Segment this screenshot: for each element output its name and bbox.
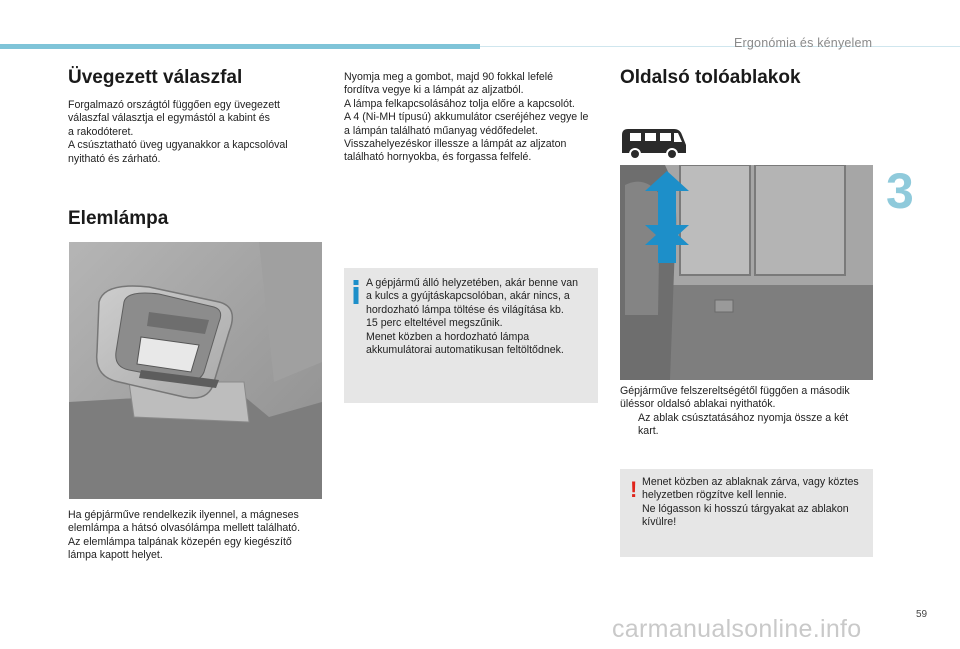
glass-partition-title: Üvegezett válaszfal <box>68 67 243 88</box>
flashlight-illustration <box>69 242 322 499</box>
warning-note-text: Menet közben az ablaknak zárva, vagy köztes helyzetben rögzítve kell lennie. Ne lógasson ki hosszú tárgyakat az ablakon kívülre! <box>642 476 859 529</box>
chapter-number: 3 <box>886 163 914 219</box>
sliding-window-photo <box>620 165 873 380</box>
info-note <box>344 268 598 403</box>
sliding-windows-caption: Gépjárműve felszereltségétől függően a második üléssor oldalsó ablakai nyithatók. <box>620 385 850 411</box>
flashlight-title: Elemlámpa <box>68 208 169 229</box>
warning-icon: ! <box>630 477 638 502</box>
sliding-windows-title: Oldalsó tolóablakok <box>620 67 801 88</box>
page-number: 59 <box>916 609 928 620</box>
header-accent-bar <box>0 44 480 49</box>
watermark: carmanualsonline.info <box>612 615 862 643</box>
flashlight-caption: Ha gépjárműve rendelkezik ilyennel, a mágneses elemlámpa a hátsó olvasólámpa mellett található. Az elemlámpa talpának közepén egy kiegészítő lámpa kapott helyet. <box>68 509 301 562</box>
sliding-windows-bullet: Az ablak csúsztatásához nyomja össze a két kart. <box>638 412 849 438</box>
glass-partition-text: Forgalmazó országtól függően egy üvegezett válaszfal választja el egymástól a kabint és a rakodóteret. A csúsztatható üveg ugyanakkor a kapcsolóval nyitható és zárható. <box>68 99 288 165</box>
sliding-window-illustration <box>620 165 873 380</box>
flashlight-photo <box>69 242 322 499</box>
info-icon <box>353 280 359 304</box>
van-icon <box>618 125 688 161</box>
info-note-text: A gépjármű álló helyzetében, akár benne van a kulcs a gyújtáskapcsolóban, akár nincs, a hordozható lámpa töltése és világítása kb. 15 perc elteltével megszűnik. Menet közben a hordozható lámpa akkumulátorai automatikusan feltöltődnek. <box>366 277 579 357</box>
section-title: Ergonómia és kényelem <box>734 36 873 50</box>
header-rule <box>480 46 960 47</box>
flashlight-instructions: Nyomja meg a gombot, majd 90 fokkal lefelé fordítva vegye ki a lámpát az aljzatból. A lámpa felkapcsolásához tolja előre a kapcsolót. A 4 (Ni-MH típusú) akkumulátor cseréjéhez vegye le a lámpán található műanyag védőfedelet. Visszahelyezéskor illessze a lámpát az aljzaton található hornyokba, és forgassa felfelé. <box>344 71 589 164</box>
warning-note <box>620 469 873 557</box>
